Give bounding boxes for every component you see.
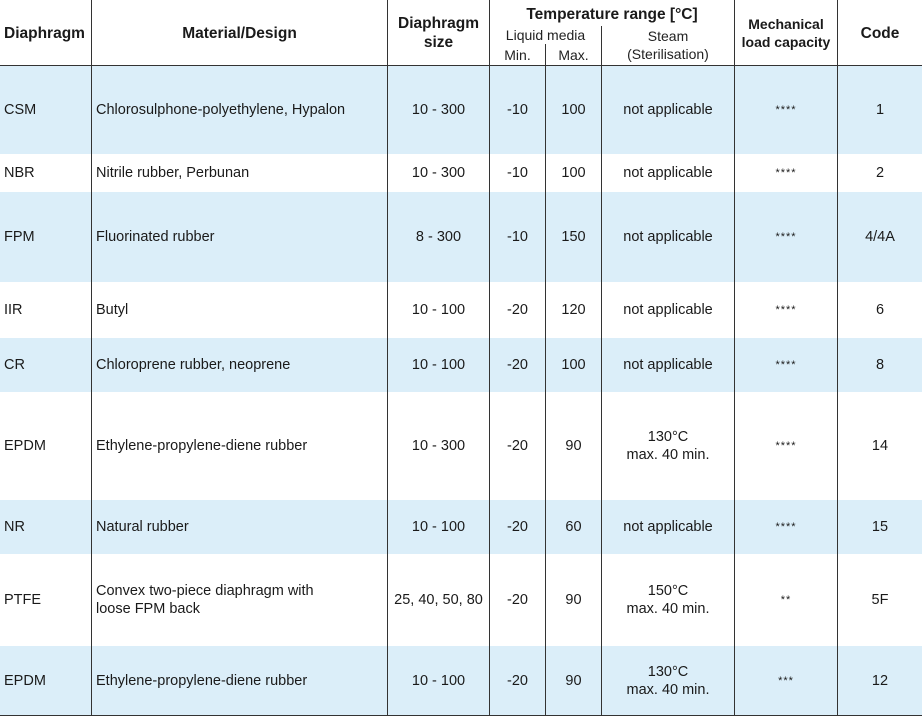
table-row (0, 392, 922, 500)
header-steam: Steam (Sterilisation) (627, 28, 709, 62)
header-mechanical-load: Mechanical load capacity (741, 16, 831, 50)
table-row (0, 192, 922, 282)
cell-load: **** (775, 104, 797, 116)
cell-size: 8 - 300 (415, 229, 462, 245)
cell-material: Ethylene-propylene-diene rubber (96, 672, 308, 689)
cell-size: 25, 40, 50, 80 (394, 592, 483, 608)
cell-diaphragm: FPM (4, 229, 35, 245)
cell-code: 14 (871, 438, 889, 454)
cell-min: -10 (507, 229, 528, 245)
cell-size: 10 - 100 (411, 302, 466, 318)
cell-code: 8 (875, 357, 885, 373)
cell-max: 150 (561, 229, 586, 245)
header-code: Code (860, 24, 900, 42)
cell-load: **** (775, 359, 797, 371)
column-divider (734, 0, 735, 715)
header-material: Material/Design (182, 24, 297, 42)
cell-material: Chlorosulphone-polyethylene, Hypalon (96, 102, 346, 118)
cell-code: 4/4A (865, 229, 895, 245)
cell-max: 90 (565, 438, 582, 454)
cell-diaphragm: IIR (4, 302, 23, 318)
cell-max: 90 (565, 672, 582, 689)
cell-size: 10 - 300 (411, 438, 466, 454)
cell-material: Natural rubber (96, 519, 189, 535)
cell-steam: not applicable (623, 229, 713, 245)
cell-load: *** (778, 674, 794, 687)
table-row (0, 554, 922, 646)
cell-load: **** (775, 304, 797, 316)
header-size: Diaphragm size (398, 15, 479, 51)
table-header (0, 0, 922, 66)
cell-material: Fluorinated rubber (96, 229, 215, 245)
cell-size: 10 - 100 (411, 519, 466, 535)
column-divider (545, 44, 546, 715)
cell-steam: 130°C max. 40 min. (626, 429, 710, 463)
cell-load: **** (775, 231, 797, 243)
cell-diaphragm: NR (4, 519, 25, 535)
cell-size: 10 - 100 (411, 357, 466, 373)
cell-material: Chloroprene rubber, neoprene (96, 357, 291, 373)
cell-max: 120 (561, 302, 586, 318)
header-liquid-media: Liquid media (505, 27, 586, 43)
cell-steam: not applicable (623, 165, 713, 181)
header-max: Max. (558, 47, 589, 63)
cell-min: -20 (507, 592, 528, 608)
cell-code: 1 (875, 102, 885, 118)
cell-steam: not applicable (623, 519, 713, 535)
cell-diaphragm: CR (4, 357, 25, 373)
cell-load: **** (775, 440, 797, 452)
cell-size: 10 - 300 (411, 165, 466, 181)
cell-diaphragm: EPDM (4, 672, 46, 689)
cell-load: **** (775, 167, 797, 179)
cell-min: -20 (507, 519, 528, 535)
table-row (0, 66, 922, 154)
cell-code: 2 (875, 165, 885, 181)
column-divider (91, 0, 92, 715)
cell-diaphragm: EPDM (4, 438, 46, 454)
column-divider (601, 26, 602, 715)
column-divider (387, 0, 388, 715)
column-divider (837, 0, 838, 715)
column-divider (489, 0, 490, 715)
cell-min: -20 (507, 438, 528, 454)
header-bottom-border (0, 65, 922, 66)
table-row (0, 282, 922, 338)
table-bottom-border (0, 715, 922, 716)
cell-size: 10 - 300 (411, 102, 466, 118)
header-diaphragm: Diaphragm (4, 24, 85, 42)
cell-steam: 130°C max. 40 min. (626, 663, 710, 698)
cell-steam: not applicable (623, 102, 713, 118)
cell-load: **** (775, 521, 797, 533)
cell-load: ** (780, 594, 792, 606)
header-min: Min. (504, 47, 531, 63)
cell-diaphragm: PTFE (4, 592, 42, 608)
cell-material: Ethylene-propylene-diene rubber (96, 438, 308, 454)
table-row (0, 500, 922, 554)
cell-code: 6 (875, 302, 885, 318)
cell-size: 10 - 100 (411, 672, 466, 689)
cell-steam: not applicable (623, 302, 713, 318)
cell-max: 60 (565, 519, 582, 535)
cell-min: -10 (507, 165, 528, 181)
cell-max: 100 (561, 357, 586, 373)
cell-material: Nitrile rubber, Perbunan (96, 165, 250, 181)
cell-diaphragm: CSM (4, 102, 37, 118)
cell-min: -20 (507, 302, 528, 318)
table-row (0, 338, 922, 392)
cell-diaphragm: NBR (4, 165, 35, 181)
cell-code: 15 (871, 519, 889, 535)
cell-steam: not applicable (623, 357, 713, 373)
table-row (0, 646, 922, 715)
cell-code: 5F (871, 592, 889, 608)
cell-min: -20 (507, 672, 528, 689)
cell-code: 12 (871, 672, 889, 689)
cell-steam: 150°C max. 40 min. (626, 583, 710, 617)
cell-material: Convex two-piece diaphragm with loose FPM back (96, 583, 314, 617)
cell-max: 100 (561, 102, 586, 118)
cell-min: -10 (507, 102, 528, 118)
cell-max: 100 (561, 165, 586, 181)
table-row (0, 154, 922, 192)
cell-material: Butyl (96, 302, 129, 318)
header-temperature-range: Temperature range [°C] (526, 5, 698, 23)
cell-min: -20 (507, 357, 528, 373)
cell-max: 90 (565, 592, 582, 608)
